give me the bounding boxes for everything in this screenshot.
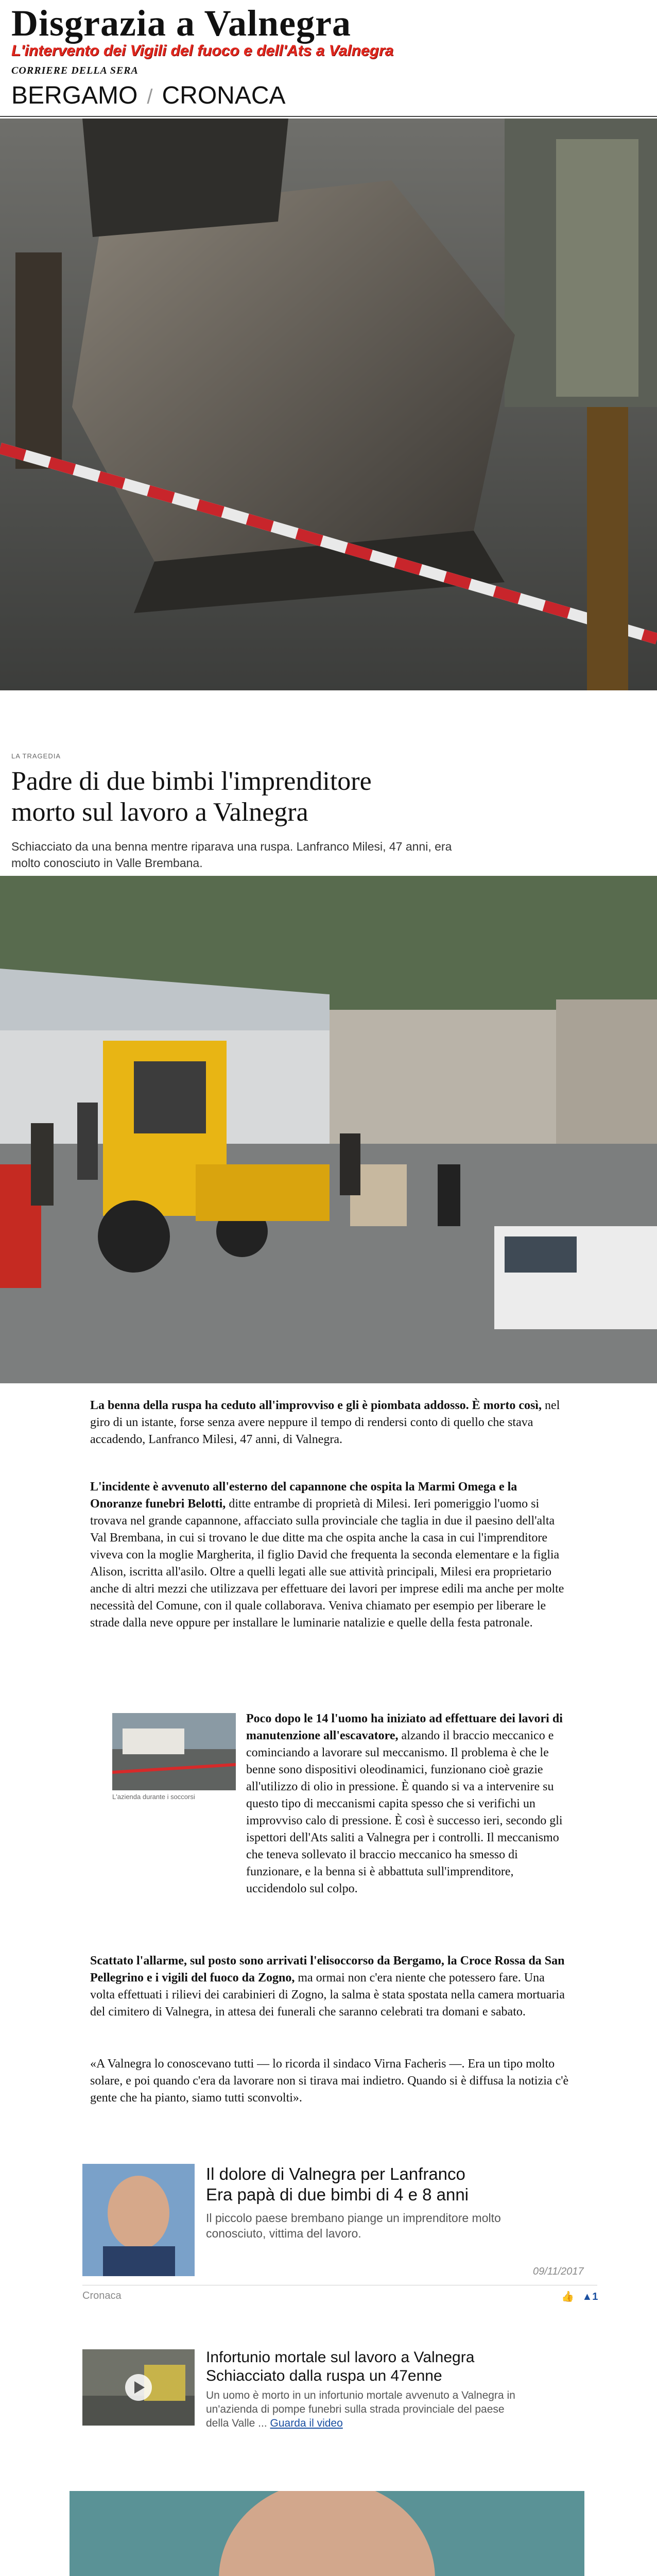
video-thumbnail-graphic xyxy=(82,2349,195,2426)
card-title-line[interactable]: Infortunio mortale sul lavoro a Valnegra xyxy=(206,2349,475,2366)
article-quote: «A Valnegra lo conoscevano tutti — lo ricorda il sindaco Virna Facheris —. Era un tipo molto solare, e poi quando c'era da lavorare non si tirava mai indietro. Quando si è diffusa la notizia c'è gente che ha pianto, siamo tutti sconvolti». xyxy=(90,2057,569,2105)
card-actions xyxy=(561,2290,598,2303)
paragraph-lead: Poco dopo le 14 l'uomo ha iniziato ad effettuare dei lavori di manutenzione all'escavatore, xyxy=(246,1712,563,1742)
page-title: Disgrazia a Valnegra xyxy=(11,3,351,44)
article-paragraph xyxy=(90,1953,569,2021)
card-title[interactable] xyxy=(206,2164,608,2205)
article-paragraph xyxy=(90,1397,569,1448)
inline-thumbnail[interactable] xyxy=(112,1713,236,1790)
breadcrumb-separator: / xyxy=(147,86,153,108)
comment-count[interactable]: 1 xyxy=(592,2291,598,2302)
rescue-photo-graphic xyxy=(0,876,657,1383)
video-thumbnail[interactable] xyxy=(82,2349,195,2426)
section-breadcrumb xyxy=(11,81,286,110)
thumbnail-caption: L'azienda durante i soccorsi xyxy=(112,1793,195,1801)
hero-photo-graphic xyxy=(0,118,657,690)
card-title-line[interactable]: Il dolore di Valnegra per Lanfranco xyxy=(206,2164,465,2183)
card-summary-line: conosciuto, vittima del lavoro. xyxy=(206,2227,361,2240)
newspaper-brand[interactable]: CORRIERE DELLA SERA xyxy=(11,65,139,76)
article-title xyxy=(11,766,646,828)
paragraph-lead: L'incidente è avvenuto all'esterno del capannone che ospita la Marmi Omega e la Onoranze funebri Belotti, xyxy=(90,1480,517,1511)
section-link-cronaca[interactable]: CRONACA xyxy=(162,82,286,109)
article-title-line: Padre di due bimbi l'imprenditore xyxy=(11,767,372,796)
card-summary-line: Un uomo è morto in un infortunio mortale avvenuto a Valnegra in xyxy=(206,2389,515,2401)
portrait-photo xyxy=(70,2491,584,2576)
article-kicker: LA TRAGEDIA xyxy=(11,752,61,760)
card-summary-line: Il piccolo paese brembano piange un imprenditore molto xyxy=(206,2211,501,2225)
article-paragraph xyxy=(246,1710,576,1897)
card-title-line[interactable]: Era papà di due bimbi di 4 e 8 anni xyxy=(206,2185,469,2204)
header-divider xyxy=(0,116,657,117)
paragraph-text: nel giro di un istante, forse senza avere neppure il tempo di rendersi conto di quello che stava accadendo, Lanfranco Milesi, 47 anni, di Valnegra. xyxy=(90,1399,560,1446)
article-summary: Schiacciato da una benna mentre riparava una ruspa. Lanfranco Milesi, 47 anni, era molto conosciuto in Valle Brembana. xyxy=(11,840,452,870)
paragraph-text: ma ormai non c'era niente che potessero fare. Una volta effettuati i rilievi dei carabinieri di Zogno, la salma è stata spostata nella camera mortuaria del cimitero di Valnegra, in attesa dei funerali che saranno celebrati tra domani e sabato. xyxy=(90,1971,565,2019)
article-header xyxy=(11,752,646,895)
comment-icon[interactable]: ▲ xyxy=(582,2291,593,2302)
card-title[interactable] xyxy=(206,2348,618,2385)
rescue-photo xyxy=(0,876,657,1383)
thumbnail-graphic xyxy=(112,1713,236,1790)
article-title-line: morto sul lavoro a Valnegra xyxy=(11,798,308,827)
watch-video-link[interactable]: Guarda il video xyxy=(270,2417,343,2429)
card-summary-line: della Valle ... xyxy=(206,2417,267,2429)
card-summary xyxy=(206,2210,608,2241)
card-source[interactable]: Cronaca xyxy=(82,2290,122,2301)
paragraph-text: ditte entrambe di proprietà di Milesi. Ieri pomeriggio l'uomo si trovava nel grande capannone, affacciato sulla provinciale che taglia in due il paesino dell'alta Val Brembana, in cui si trovano le due ditte ma che ospita anche la casa in cui l'imprenditore viveva con la moglie Margherita, il figlio David che frequenta la seconda elementare e la figlia Alison, iscritta all'asilo. Oltre a quelli legati alle sue attività principali, Milesi era proprietario anche di altri mezzi che utilizzava per effettuare dei lavori per imprese edili ma anche per molte necessità del Comune, con il quale collaborava. Veniva chiamato per esempio per liberare le strade dalla neve oppure per installare le luminarie natalizie e quelle della festa patronale. xyxy=(90,1497,564,1630)
section-link-bergamo[interactable]: BERGAMO xyxy=(11,82,138,109)
page-subtitle: L'intervento dei Vigili del fuoco e dell'Ats a Valnegra xyxy=(11,42,394,59)
card-thumbnail[interactable] xyxy=(82,2164,195,2276)
hero-photo xyxy=(0,118,657,690)
paragraph-lead: La benna della ruspa ha ceduto all'improvviso e gli è piombata addosso. È morto così, xyxy=(90,1399,542,1412)
card-summary-line: un'azienda di pompe funebri sulla strada provinciale del paese xyxy=(206,2403,505,2415)
portrait-graphic xyxy=(82,2164,195,2276)
paragraph-lead: Scattato l'allarme, sul posto sono arrivati l'elisoccorso da Bergamo, la Croce Rossa da San Pellegrino e i vigili del fuoco da Zogno, xyxy=(90,1954,565,1985)
article-paragraph xyxy=(90,1479,569,1632)
card-summary xyxy=(206,2388,638,2430)
paragraph-text: alzando il braccio meccanico e cominciando a lavorare sul meccanismo. Il problema è che le benne sono dispositivi oleodinamici, funzionano cioè grazie all'utilizzo di olio in pressione. È quando si va a intervenire su questo tipo di meccanismi capita spesso che si verifichi un improvviso calo di pressione. È così è successo ieri, secondo gli ispettori dell'Ats saliti a Valnegra per i controlli. Il meccanismo che teneva sollevato il braccio meccanico ha smesso di funzionare, e la benna si è abbattuta sull'imprenditore, uccidendolo sul colpo. xyxy=(246,1729,563,1895)
portrait-photo-graphic xyxy=(70,2491,584,2576)
card-date: 09/11/2017 xyxy=(533,2266,584,2277)
like-icon[interactable]: 👍 xyxy=(561,2291,574,2302)
card-title-line[interactable]: Schiacciato dalla ruspa un 47enne xyxy=(206,2367,442,2384)
